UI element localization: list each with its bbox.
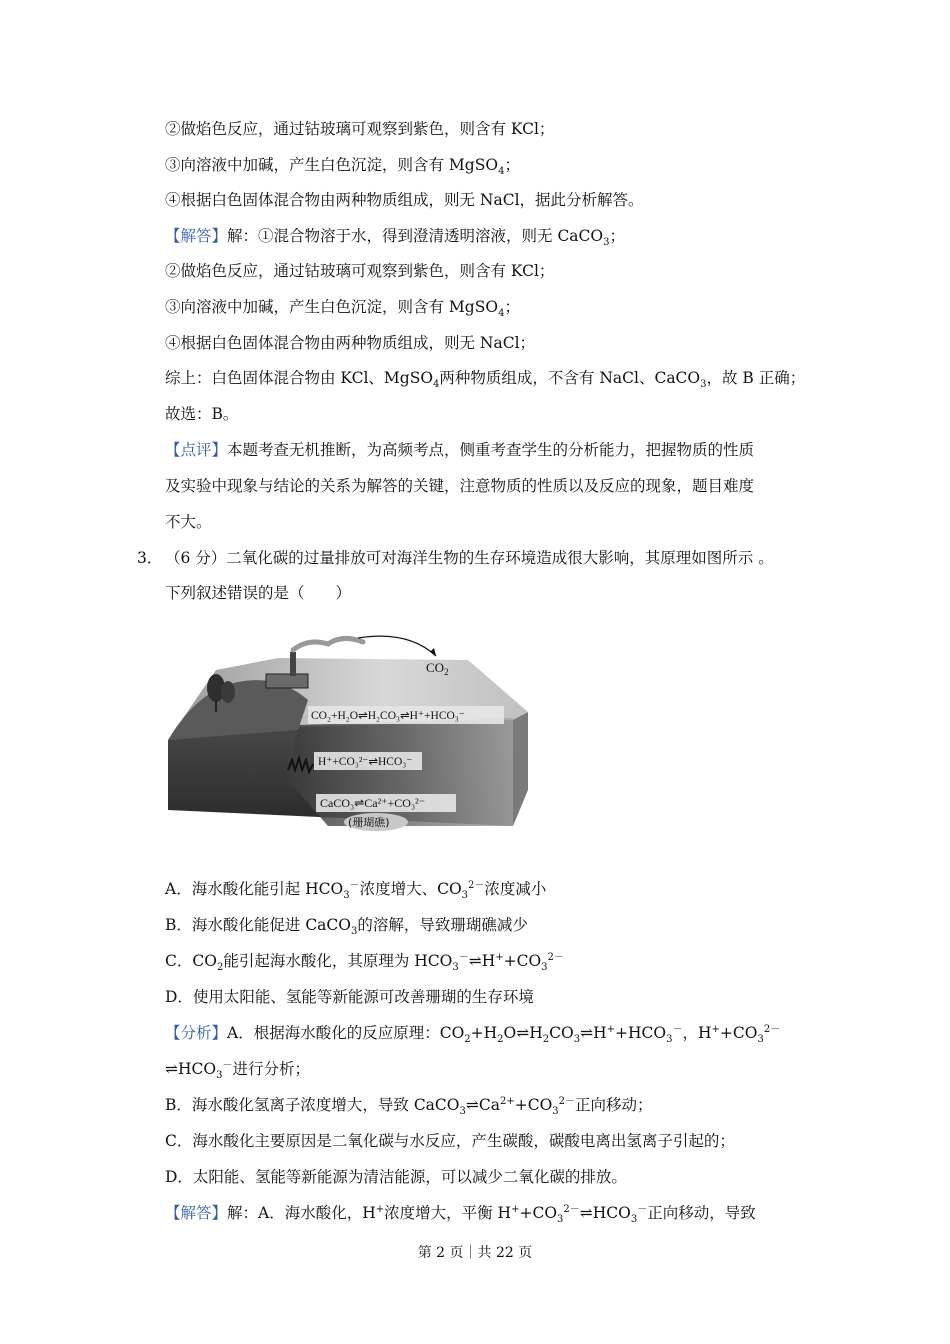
text-line: 【点评】本题考查无机推断，为高频考点，侧重考查学生的分析能力，把握物质的性质 <box>165 441 755 459</box>
chimney <box>290 652 296 676</box>
text-line: 综上：白色固体混合物由 KCl、MgSO$_4$两种物质组成，不含有 NaCl、CaCO$_3$，故 B 正确； <box>165 369 806 391</box>
text-line: ②做焰色反应，通过钴玻璃可观察到紫色，则含有 KCl； <box>165 262 555 280</box>
answer-tag: 【解答】 <box>165 227 228 245</box>
page-footer: 第 2 页｜共 22 页 <box>417 1245 533 1261</box>
question-number: 3． <box>137 549 163 567</box>
analysis-tag: 【分析】 <box>165 1024 228 1042</box>
comment-tag: 【点评】 <box>165 441 228 459</box>
eq2-label: H⁺+CO₃²⁻⇌HCO₃⁻ <box>318 756 413 768</box>
text-line: 故选：B。 <box>165 405 239 423</box>
tree <box>221 681 235 703</box>
question-stem: （6 分）二氧化碳的过量排放可对海洋生物的生存环境造成很大影响，其原理如图所示 。 <box>165 549 774 567</box>
smoke <box>293 638 363 650</box>
text-line: 【解答】解：①混合物溶于水，得到澄清透明溶液，则无 CaCO$_3$； <box>165 227 626 249</box>
analysis-line: B．海水酸化氢离子浓度增大，导致 $CaCO_3\rightleftharpoons Ca^{2+}+CO_3^{2-}$正向移动； <box>165 1095 653 1118</box>
eq3-label: CaCO₃⇌Ca²⁺+CO₃²⁻ <box>320 796 426 810</box>
eq1-label: CO₂+H₂O⇌H₂CO₃⇌H⁺+HCO₃⁻ <box>311 710 465 722</box>
option-b: B．海水酸化能促进 CaCO$_3$的溶解，导致珊瑚礁减少 <box>165 916 528 938</box>
ocean-acidification-diagram <box>168 630 530 838</box>
analysis-line: C．海水酸化主要原因是二氧化碳与水反应，产生碳酸，碳酸电离出氢离子引起的； <box>165 1132 735 1150</box>
text-line: ③向溶液中加碱，产生白色沉淀，则含有 MgSO$_4$； <box>165 156 520 178</box>
answer-line: 【解答】解：A．海水酸化，H+浓度增大，平衡 $H^++CO_3^{2-}\rightleftharpoons HCO_3^-$正向移动，导致 <box>165 1203 756 1226</box>
text-line: 及实验中现象与结论的关系为解答的关键，注意物质的性质以及反应的现象，题目难度 <box>165 477 755 495</box>
right-face <box>513 712 528 826</box>
text-line: ②做焰色反应，通过钴玻璃可观察到紫色，则含有 KCl； <box>165 120 555 138</box>
analysis-line: D．太阳能、氢能等新能源为清洁能源，可以减少二氧化碳的排放。 <box>165 1168 627 1186</box>
text-line: ④根据白色固体混合物由两种物质组成，则无 NaCl，据此分析解答。 <box>165 191 644 209</box>
answer-tag: 【解答】 <box>165 1204 228 1222</box>
option-a: A．海水酸化能引起 $HCO_3^-$浓度增大、$CO_3^{2-}$浓度减小 <box>165 879 547 902</box>
option-d: D．使用太阳能、氢能等新能源可改善珊瑚的生存环境 <box>165 988 534 1006</box>
co2-arrow <box>358 636 436 656</box>
text-line: ③向溶液中加碱，产生白色沉淀，则含有 MgSO$_4$； <box>165 298 520 320</box>
question-stem: 下列叙述错误的是（ ） <box>165 584 352 602</box>
analysis-line: $\rightleftharpoons HCO_3^-$进行分析； <box>165 1059 310 1082</box>
diagram-svg <box>168 630 530 838</box>
option-c: C．$CO_2$能引起海水酸化，其原理为 $HCO_3^-\rightleftharpoons H^++CO_3^{2-}$ <box>165 951 564 974</box>
co2-label: $CO_2$ <box>426 660 449 677</box>
factory <box>266 674 308 688</box>
text-line: ④根据白色固体混合物由两种物质组成，则无 NaCl； <box>165 334 536 352</box>
text-line: 不大。 <box>165 513 212 531</box>
analysis-line: 【分析】A．根据海水酸化的反应原理：$CO_2+H_2O\rightleftharpoons H_2CO_3\rightleftharpoons H^++HCO_3^-$，$H^++CO_3^{2-}$ <box>165 1023 781 1046</box>
coral-label: (珊瑚礁) <box>348 816 390 829</box>
